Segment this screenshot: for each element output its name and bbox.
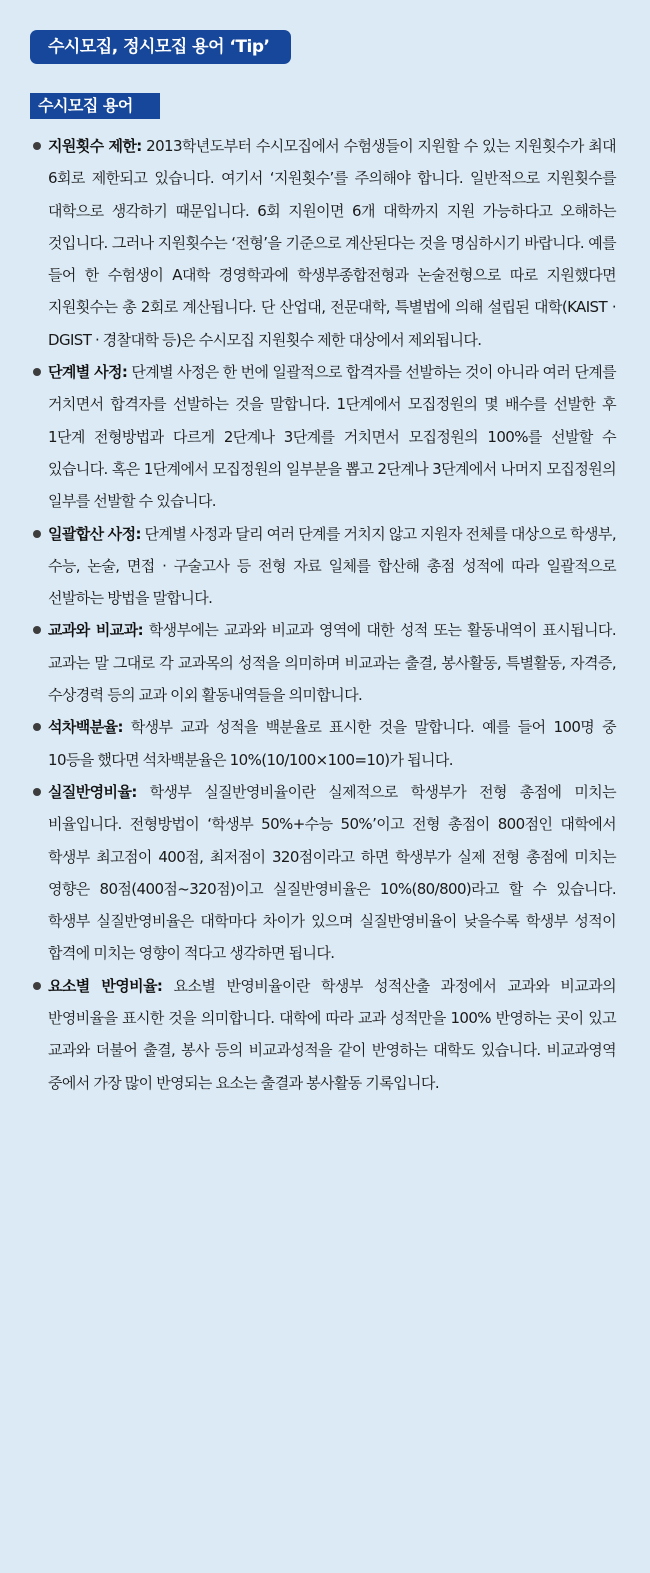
term-description: 단계별 사정은 한 번에 일괄적으로 합격자를 선발하는 것이 아니라 여러 단계를 거치면서 합격자를 선발하는 것을 말합니다. 1단계에서 모집정원의 몇 배수를 선발한 후 1단계 전형방법과 다르게 2단계나 3단계를 거치면서 모집정원의 100%를 선발할 수 있습니다. 혹은 1단계에서 모집정원의 일부분을 뽑고 2단계나 3단계에서 나머지 모집정원의 일부를 선발할 수 있습니다. [48,363,616,511]
term-list [30,130,616,1099]
page-title: 수시모집, 정시모집 용어 ‘Tip’ [30,30,291,64]
term-description: 단계별 사정과 달리 여러 단계를 거치지 않고 지원자 전체를 대상으로 학생부, 수능, 논술, 면접 · 구술고사 등 전형 자료 일체를 합산해 총점 성적에 따라 일괄적으로 선발하는 방법을 말합니다. [48,524,616,608]
bullet-icon [33,142,41,150]
list-item [30,970,616,1099]
bullet-icon [33,723,41,731]
list-item [30,711,616,776]
section-heading: 수시모집 용어 [30,93,160,119]
term-description: 요소별 반영비율이란 학생부 성적산출 과정에서 교과와 비교과의 반영비율을 표시한 것을 의미합니다. 대학에 따라 교과 성적만을 100% 반영하는 곳이 있고 교과와 더불어 출결, 봉사 등의 비교과성적을 같이 반영하는 대학도 있습니다. 비교과영역 중에서 가장 많이 반영되는 요소는 출결과 봉사활동 기록입니다. [48,976,616,1092]
term-label: 실질반영비율: [48,782,137,801]
list-item [30,356,616,517]
bullet-icon [33,368,41,376]
term-label: 일괄합산 사정: [48,524,141,543]
list-item [30,614,616,711]
list-item [30,518,616,615]
term-description: 학생부 교과 성적을 백분율로 표시한 것을 말합니다. 예를 들어 100명 중 10등을 했다면 석차백분율은 10%(10/100×100=10)가 됩니다. [48,718,616,769]
term-label: 교과와 비교과: [48,621,143,640]
term-label: 단계별 사정: [48,363,128,382]
list-item [30,776,616,970]
bullet-icon [33,530,41,538]
term-description: 학생부 실질반영비율이란 실제적으로 학생부가 전형 총점에 미치는 비율입니다. 전형방법이 ‘학생부 50%+수능 50%’이고 전형 총점이 800점인 대학에서 학생부 최고점이 400점, 최저점이 320점이라고 하면 학생부가 실제 전형 총점에 미치는 영향은 80점(400점~320점)이고 실질반영비율은 10%(80/800)라고 할 수 있습니다. 학생부 실질반영비율은 대학마다 차이가 있으며 실질반영비율이 낮을수록 학생부 성적이 합격에 미치는 영향이 적다고 생각하면 됩니다. [48,782,616,963]
bullet-icon [33,788,41,796]
term-description: 2013학년도부터 수시모집에서 수험생들이 지원할 수 있는 지원횟수가 최대 6회로 제한되고 있습니다. 여기서 ‘지원횟수’를 주의해야 합니다. 일반적으로 지원횟수를 대학으로 생각하기 때문입니다. 6회 지원이면 6개 대학까지 지원 가능하다고 오해하는 것입니다. 그러나 지원횟수는 ‘전형’을 기준으로 계산된다는 것을 명심하시기 바랍니다. 예를 들어 한 수험생이 A대학 경영학과에 학생부종합전형과 논술전형으로 따로 지원했다면 지원횟수는 총 2회로 계산됩니다. 단 산업대, 전문대학, 특별법에 의해 설립된 대학(KAIST · DGIST · 경찰대학 등)은 수시모집 지원횟수 제한 대상에서 제외됩니다. [48,137,616,349]
term-description: 학생부에는 교과와 비교과 영역에 대한 성적 또는 활동내역이 표시됩니다. 교과는 말 그대로 각 교과목의 성적을 의미하며 비교과는 출결, 봉사활동, 특별활동, 자격증, 수상경력 등의 교과 이외 활동내역들을 의미합니다. [48,621,616,705]
term-label: 지원횟수 제한: [48,137,142,155]
list-item [30,130,616,356]
term-label: 요소별 반영비율: [48,976,163,995]
term-label: 석차백분율: [48,718,123,737]
bullet-icon [33,982,41,990]
bullet-icon [33,626,41,634]
